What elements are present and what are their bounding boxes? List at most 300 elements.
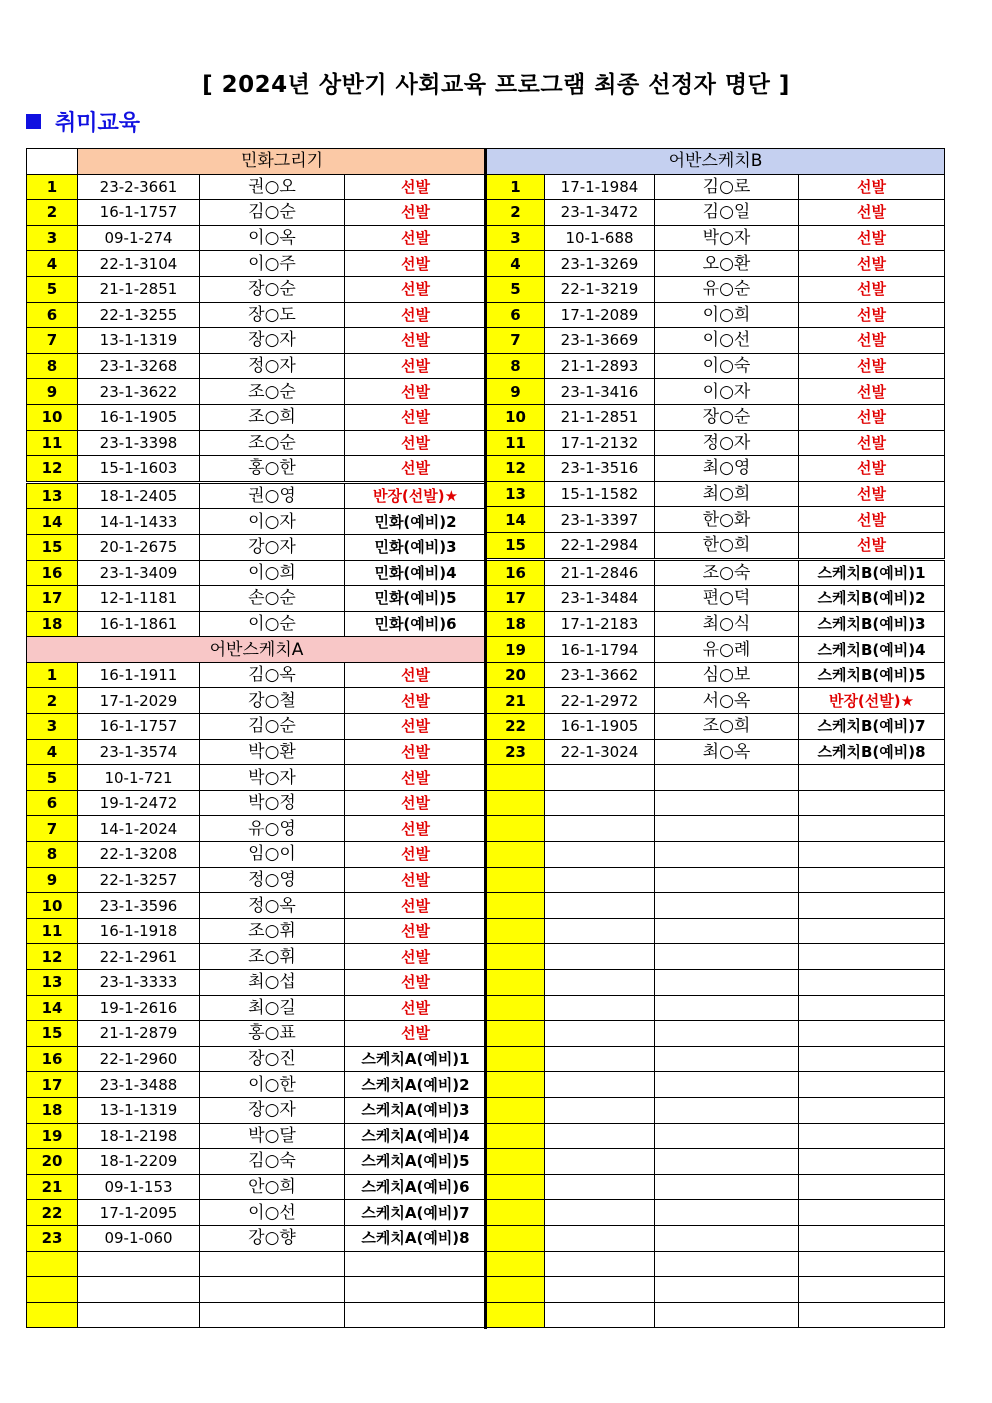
member-id: 09-1-153	[78, 1174, 200, 1200]
empty-number-cell	[487, 765, 545, 791]
row-number: 12	[487, 456, 545, 482]
member-name: 김○로	[655, 174, 799, 200]
table-row	[487, 430, 945, 456]
member-name: 한○희	[655, 532, 799, 559]
group-header-row	[27, 149, 487, 175]
empty-row	[487, 790, 945, 816]
table-row	[27, 404, 487, 430]
selection-status: 민화(예비)4	[345, 560, 487, 586]
empty-row	[487, 867, 945, 893]
table-row	[487, 532, 945, 559]
empty-number-cell	[487, 790, 545, 816]
member-name: 이○선	[200, 1200, 345, 1226]
row-number: 19	[27, 1123, 78, 1149]
empty-cell	[200, 1277, 345, 1303]
selection-status: 선발	[345, 918, 487, 944]
member-name: 심○보	[655, 662, 799, 688]
member-name: 이○숙	[655, 353, 799, 379]
empty-row	[487, 1302, 945, 1328]
empty-row	[487, 816, 945, 842]
page-title: [ 2024년 상반기 사회교육 프로그램 최종 선정자 명단 ]	[202, 72, 790, 98]
member-name: 임○이	[200, 842, 345, 868]
empty-number-cell	[27, 1277, 78, 1303]
empty-cell	[655, 1302, 799, 1328]
table-row	[27, 1021, 487, 1047]
row-number: 18	[27, 611, 78, 637]
member-name: 유○례	[655, 637, 799, 663]
member-id: 23-1-3416	[545, 379, 655, 405]
row-number: 4	[27, 251, 78, 277]
selection-status: 선발	[345, 970, 487, 996]
member-id: 23-1-3397	[545, 507, 655, 533]
empty-cell	[799, 893, 945, 919]
member-id: 18-1-2405	[78, 482, 200, 509]
member-id: 16-1-1757	[78, 200, 200, 226]
empty-cell	[655, 893, 799, 919]
empty-cell	[545, 1302, 655, 1328]
empty-cell	[799, 867, 945, 893]
row-number: 18	[27, 1097, 78, 1123]
selection-status: 선발	[345, 1021, 487, 1047]
member-name: 김○순	[200, 714, 345, 740]
selection-status: 선발	[345, 714, 487, 740]
member-id: 19-1-2616	[78, 995, 200, 1021]
empty-row	[487, 918, 945, 944]
selection-status: 선발	[799, 481, 945, 507]
row-number: 18	[487, 611, 545, 637]
selection-status: 스케치A(예비)3	[345, 1097, 487, 1123]
group-header-sketch-b: 어반스케치B	[487, 149, 945, 175]
selection-status: 선발	[799, 404, 945, 430]
member-id: 22-1-3208	[78, 842, 200, 868]
row-number: 21	[487, 688, 545, 714]
member-name: 강○철	[200, 688, 345, 714]
row-number: 7	[27, 816, 78, 842]
table-row	[487, 637, 945, 663]
selection-status: 선발	[345, 251, 487, 277]
group-header-row	[27, 637, 487, 663]
member-id: 22-1-3257	[78, 867, 200, 893]
empty-cell	[78, 1277, 200, 1303]
member-name: 오○환	[655, 251, 799, 277]
selection-status: 선발	[345, 174, 487, 200]
empty-cell	[799, 1046, 945, 1072]
group-header-minhwa: 민화그리기	[78, 149, 487, 175]
row-number: 1	[27, 174, 78, 200]
selection-status: 스케치B(예비)1	[799, 559, 945, 586]
row-number: 9	[27, 867, 78, 893]
table-row	[27, 688, 487, 714]
selection-status: 선발	[345, 765, 487, 791]
member-id: 23-1-3269	[545, 251, 655, 277]
member-id: 23-1-3516	[545, 456, 655, 482]
member-name: 이○주	[200, 251, 345, 277]
row-number: 2	[487, 200, 545, 226]
empty-cell	[799, 918, 945, 944]
member-name: 강○향	[200, 1225, 345, 1251]
selection-status: 민화(예비)5	[345, 586, 487, 612]
empty-number-cell	[487, 918, 545, 944]
selection-status: 선발	[799, 276, 945, 302]
row-number: 22	[27, 1200, 78, 1226]
row-number: 6	[27, 302, 78, 328]
member-name: 정○자	[200, 353, 345, 379]
empty-number-cell	[487, 842, 545, 868]
member-id: 23-1-3669	[545, 328, 655, 354]
empty-number-cell	[487, 970, 545, 996]
row-number: 10	[27, 404, 78, 430]
selection-status: 선발	[799, 456, 945, 482]
member-id: 21-1-2851	[545, 404, 655, 430]
row-number: 1	[487, 174, 545, 200]
selection-status: 선발	[345, 739, 487, 765]
table-row	[27, 893, 487, 919]
empty-cell	[655, 1097, 799, 1123]
table-row	[27, 867, 487, 893]
table-row	[27, 662, 487, 688]
row-number: 21	[27, 1174, 78, 1200]
row-number: 11	[27, 430, 78, 456]
member-id: 23-1-3409	[78, 560, 200, 586]
empty-cell	[545, 1072, 655, 1098]
member-id: 15-1-1582	[545, 481, 655, 507]
empty-number-cell	[487, 867, 545, 893]
empty-cell	[78, 1251, 200, 1277]
member-id: 23-1-3268	[78, 353, 200, 379]
member-id: 21-1-2893	[545, 353, 655, 379]
row-number: 20	[487, 662, 545, 688]
row-number: 22	[487, 714, 545, 740]
empty-row	[487, 1174, 945, 1200]
empty-number-cell	[487, 1097, 545, 1123]
row-number: 12	[27, 944, 78, 970]
empty-cell	[545, 1149, 655, 1175]
empty-cell	[545, 893, 655, 919]
selection-status: 스케치A(예비)1	[345, 1046, 487, 1072]
empty-row	[487, 1123, 945, 1149]
empty-cell	[799, 1123, 945, 1149]
member-name: 정○옥	[200, 893, 345, 919]
row-number: 16	[27, 1046, 78, 1072]
selection-status: 선발	[799, 200, 945, 226]
empty-number-cell	[487, 1072, 545, 1098]
empty-cell	[655, 1225, 799, 1251]
empty-cell	[799, 1174, 945, 1200]
square-bullet-icon	[26, 114, 41, 129]
row-number: 8	[27, 842, 78, 868]
member-name: 최○식	[655, 611, 799, 637]
member-id: 16-1-1794	[545, 637, 655, 663]
selection-status: 선발	[799, 379, 945, 405]
row-number: 15	[27, 1021, 78, 1047]
empty-number-cell	[487, 1149, 545, 1175]
empty-cell	[799, 944, 945, 970]
member-id: 16-1-1911	[78, 662, 200, 688]
empty-row	[487, 1200, 945, 1226]
selection-status: 민화(예비)3	[345, 534, 487, 560]
table-row	[27, 482, 487, 509]
member-name: 권○영	[200, 482, 345, 509]
member-id: 22-1-3104	[78, 251, 200, 277]
row-number: 11	[27, 918, 78, 944]
member-name: 조○희	[655, 714, 799, 740]
empty-cell	[545, 1174, 655, 1200]
empty-cell	[345, 1251, 487, 1277]
row-number: 5	[27, 276, 78, 302]
empty-cell	[545, 1097, 655, 1123]
selection-status: 선발	[345, 430, 487, 456]
member-id: 22-1-3219	[545, 276, 655, 302]
table-row	[487, 353, 945, 379]
member-name: 안○희	[200, 1174, 345, 1200]
member-id: 12-1-1181	[78, 586, 200, 612]
empty-cell	[799, 1277, 945, 1303]
table-row	[487, 507, 945, 533]
row-number: 13	[27, 482, 78, 509]
section-title: 취미교육	[55, 111, 141, 136]
table-row	[27, 842, 487, 868]
row-number: 14	[27, 509, 78, 535]
selection-status: 선발	[345, 842, 487, 868]
table-row	[487, 611, 945, 637]
table-row	[27, 509, 487, 535]
table-row	[27, 1200, 487, 1226]
member-name: 조○순	[200, 379, 345, 405]
member-name: 한○화	[655, 507, 799, 533]
empty-row	[27, 1251, 487, 1277]
selection-status: 스케치B(예비)5	[799, 662, 945, 688]
member-id: 23-1-3488	[78, 1072, 200, 1098]
table-row	[27, 790, 487, 816]
table-row	[27, 353, 487, 379]
table-row	[487, 302, 945, 328]
empty-cell	[655, 842, 799, 868]
empty-cell	[799, 1251, 945, 1277]
member-name: 박○자	[200, 765, 345, 791]
empty-number-cell	[487, 944, 545, 970]
empty-row	[27, 1302, 487, 1328]
member-name: 김○옥	[200, 662, 345, 688]
selection-status: 선발	[345, 379, 487, 405]
member-name: 박○환	[200, 739, 345, 765]
member-name: 손○순	[200, 586, 345, 612]
member-id: 21-1-2846	[545, 559, 655, 586]
table-row	[487, 276, 945, 302]
table-row	[27, 1225, 487, 1251]
member-name: 박○달	[200, 1123, 345, 1149]
member-id: 23-1-3662	[545, 662, 655, 688]
member-id: 22-1-2961	[78, 944, 200, 970]
selection-status: 선발	[799, 532, 945, 559]
member-id: 13-1-1319	[78, 1097, 200, 1123]
empty-number-cell	[487, 1251, 545, 1277]
row-number: 23	[27, 1225, 78, 1251]
selection-status: 선발	[345, 893, 487, 919]
selection-status: 선발	[799, 302, 945, 328]
empty-row	[487, 1251, 945, 1277]
row-number: 23	[487, 739, 545, 765]
member-name: 박○자	[655, 225, 799, 251]
member-id: 18-1-2198	[78, 1123, 200, 1149]
member-name: 김○일	[655, 200, 799, 226]
empty-row	[487, 1046, 945, 1072]
column-divider	[484, 148, 487, 1329]
empty-cell	[799, 1302, 945, 1328]
selection-status: 선발	[799, 328, 945, 354]
empty-cell	[78, 1302, 200, 1328]
empty-cell	[655, 1072, 799, 1098]
empty-cell	[200, 1302, 345, 1328]
empty-number-cell	[487, 1225, 545, 1251]
member-name: 유○순	[655, 276, 799, 302]
empty-cell	[655, 1251, 799, 1277]
member-id: 14-1-2024	[78, 816, 200, 842]
empty-row	[487, 1149, 945, 1175]
member-id: 20-1-2675	[78, 534, 200, 560]
selection-status: 선발	[345, 328, 487, 354]
row-number: 17	[27, 586, 78, 612]
table-row	[27, 251, 487, 277]
empty-cell	[799, 1072, 945, 1098]
empty-number-cell	[487, 893, 545, 919]
table-row	[487, 456, 945, 482]
group-header-row	[487, 149, 945, 175]
empty-cell	[545, 1123, 655, 1149]
table-row	[487, 200, 945, 226]
selection-status: 선발	[345, 404, 487, 430]
member-id: 22-1-3255	[78, 302, 200, 328]
empty-cell	[799, 1021, 945, 1047]
table-row	[487, 688, 945, 714]
empty-number-cell	[487, 1277, 545, 1303]
table-row	[27, 714, 487, 740]
header-blank-cell	[27, 149, 78, 175]
member-name: 이○순	[200, 611, 345, 637]
selection-status: 선발	[345, 688, 487, 714]
member-name: 강○자	[200, 534, 345, 560]
empty-cell	[655, 1046, 799, 1072]
selection-status: 선발	[345, 816, 487, 842]
selection-status: 선발	[799, 507, 945, 533]
empty-cell	[799, 816, 945, 842]
member-id: 22-1-2960	[78, 1046, 200, 1072]
empty-cell	[655, 1149, 799, 1175]
empty-cell	[545, 1200, 655, 1226]
member-name: 장○순	[200, 276, 345, 302]
empty-cell	[545, 790, 655, 816]
table-row	[487, 714, 945, 740]
empty-cell	[655, 1021, 799, 1047]
empty-cell	[545, 1225, 655, 1251]
table-row	[27, 995, 487, 1021]
empty-number-cell	[487, 1123, 545, 1149]
member-name: 장○진	[200, 1046, 345, 1072]
row-number: 1	[27, 662, 78, 688]
member-name: 이○희	[200, 560, 345, 586]
row-number: 19	[487, 637, 545, 663]
member-id: 21-1-2879	[78, 1021, 200, 1047]
member-name: 박○정	[200, 790, 345, 816]
section-heading	[26, 106, 140, 137]
table-row	[27, 816, 487, 842]
row-number: 17	[487, 586, 545, 612]
table-row	[27, 765, 487, 791]
empty-number-cell	[487, 1302, 545, 1328]
table-row	[487, 559, 945, 586]
row-number: 10	[27, 893, 78, 919]
row-number: 5	[487, 276, 545, 302]
member-name: 이○한	[200, 1072, 345, 1098]
table-row	[27, 586, 487, 612]
member-name: 장○순	[655, 404, 799, 430]
empty-cell	[345, 1277, 487, 1303]
selection-status: 선발	[799, 353, 945, 379]
empty-row	[487, 1097, 945, 1123]
empty-number-cell	[27, 1251, 78, 1277]
member-id: 23-1-3574	[78, 739, 200, 765]
member-name: 김○순	[200, 200, 345, 226]
empty-cell	[655, 995, 799, 1021]
table-row	[27, 430, 487, 456]
member-name: 이○선	[655, 328, 799, 354]
row-number: 6	[487, 302, 545, 328]
empty-cell	[545, 867, 655, 893]
table-row	[487, 225, 945, 251]
table-row	[27, 276, 487, 302]
member-id: 10-1-721	[78, 765, 200, 791]
selection-status: 스케치A(예비)5	[345, 1149, 487, 1175]
member-name: 정○자	[655, 430, 799, 456]
selection-status: 스케치A(예비)8	[345, 1225, 487, 1251]
member-name: 서○옥	[655, 688, 799, 714]
row-number: 17	[27, 1072, 78, 1098]
table-row	[487, 379, 945, 405]
empty-cell	[655, 790, 799, 816]
row-number: 4	[27, 739, 78, 765]
row-number: 12	[27, 456, 78, 483]
selection-status: 선발	[345, 867, 487, 893]
member-id: 23-1-3622	[78, 379, 200, 405]
table-row	[27, 1149, 487, 1175]
member-id: 17-1-1984	[545, 174, 655, 200]
empty-cell	[799, 842, 945, 868]
empty-cell	[545, 995, 655, 1021]
member-id: 17-1-2132	[545, 430, 655, 456]
member-name: 최○섭	[200, 970, 345, 996]
selection-status: 스케치B(예비)8	[799, 739, 945, 765]
table-row	[27, 379, 487, 405]
table-row	[487, 481, 945, 507]
empty-cell	[799, 1149, 945, 1175]
row-number: 13	[487, 481, 545, 507]
member-name: 조○희	[200, 404, 345, 430]
table-row	[487, 328, 945, 354]
member-id: 17-1-2029	[78, 688, 200, 714]
table-row	[27, 174, 487, 200]
empty-cell	[655, 970, 799, 996]
selection-status: 스케치A(예비)4	[345, 1123, 487, 1149]
empty-row	[487, 1072, 945, 1098]
member-id: 10-1-688	[545, 225, 655, 251]
member-id: 22-1-3024	[545, 739, 655, 765]
member-name: 장○자	[200, 1097, 345, 1123]
row-number: 8	[487, 353, 545, 379]
row-number: 4	[487, 251, 545, 277]
member-id: 14-1-1433	[78, 509, 200, 535]
member-id: 17-1-2095	[78, 1200, 200, 1226]
row-number: 11	[487, 430, 545, 456]
member-id: 16-1-1757	[78, 714, 200, 740]
